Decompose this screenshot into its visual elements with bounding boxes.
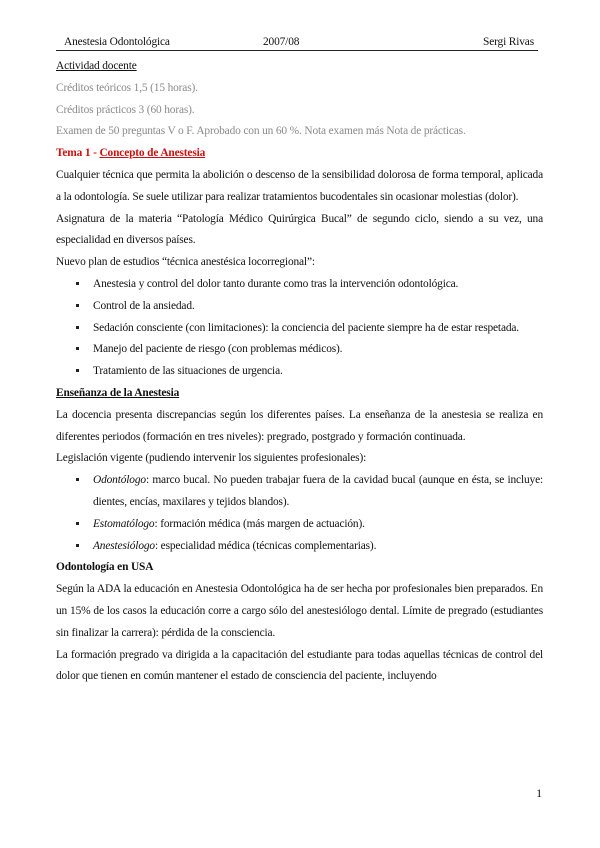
- term-estomatologo: Estomatólogo: [93, 517, 155, 530]
- list-item: Tratamiento de las situaciones de urgencia.: [56, 361, 543, 383]
- examen-info: Examen de 50 preguntas V o F. Aprobado con un 60 %. Nota examen más Nota de prácticas.: [56, 125, 466, 138]
- list-item: Sedación consciente (con limitaciones): la conciencia del paciente siempre ha de estar respetada.: [56, 318, 543, 340]
- desc-estomatologo: : formación médica (más margen de actuación).: [154, 517, 365, 530]
- actividad-heading: Actividad docente: [56, 60, 137, 72]
- usa-paragraph-2: La formación pregrado va dirigida a la capacitación del estudiante para todas aquellas técnicas de control del dolor que tienen en común mantener el estado de consciencia del paciente, incluyendo: [56, 648, 543, 683]
- creditos-practicos: Créditos prácticos 3 (60 horas).: [56, 103, 195, 116]
- creditos-teoricos: Créditos teóricos 1,5 (15 horas).: [56, 81, 198, 94]
- tema-prefix: Tema 1 -: [56, 147, 100, 160]
- page-header: [56, 36, 538, 51]
- ensenanza-heading: Enseñanza de la Anestesia: [56, 386, 180, 399]
- header-author: Sergi Rivas: [483, 36, 534, 48]
- list-item: Manejo del paciente de riesgo (con problemas médicos).: [56, 339, 543, 361]
- desc-odontologo: : marco bucal. No pueden trabajar fuera de la cavidad bucal (aunque en ésta, se incluye: dientes, encías, maxilares y tejidos blandos).: [93, 474, 543, 508]
- tema-heading: [56, 143, 543, 165]
- list-item: [56, 536, 543, 558]
- page-number: 1: [536, 786, 542, 800]
- list-item: [56, 514, 543, 536]
- plan-list: [56, 274, 543, 383]
- ensenanza-paragraph-2: Legislación vigente (pudiendo intervenir los siguientes profesionales):: [56, 452, 367, 465]
- intro-paragraph-1: Cualquier técnica que permita la abolición o descenso de la sensibilidad dolorosa de forma temporal, aplicada a la odontología. Se suele utilizar para realizar tratamientos bucodentales sin ocasionar molestias (dolor).: [56, 168, 543, 203]
- header-title: Anestesia Odontológica: [64, 36, 170, 48]
- usa-paragraph-1: Según la ADA la educación en Anestesia Odontológica ha de ser hecha por profesionales bien preparados. En un 15% de los casos la educación corre a cargo sólo del anestesiólogo dental. Límite de pregrado (estudiantes sin finalizar la carrera): pérdida de la consciencia.: [56, 583, 543, 639]
- header-year: 2007/08: [263, 36, 300, 48]
- term-anestesiologo: Anestesiólogo: [93, 539, 155, 552]
- term-odontologo: Odontólogo: [93, 474, 146, 487]
- ensenanza-paragraph-1: La docencia presenta discrepancias según los diferentes países. La enseñanza de la anestesia se realiza en diferentes periodos (formación en tres niveles): pregrado, postgrado y formación continuada.: [56, 408, 543, 443]
- legislacion-list: [56, 470, 543, 557]
- tema-title: Concepto de Anestesia: [99, 147, 206, 160]
- list-item: Control de la ansiedad.: [56, 296, 543, 318]
- list-item: [56, 470, 543, 514]
- list-item: Anestesia y control del dolor tanto durante como tras la intervención odontológica.: [56, 274, 543, 296]
- usa-heading: Odontología en USA: [56, 561, 154, 574]
- intro-paragraph-2: Asignatura de la materia “Patología Médico Quirúrgica Bucal” de segundo ciclo, siendo a su vez, una especialidad en diversos países.: [56, 212, 543, 247]
- page-content: [56, 56, 543, 688]
- desc-anestesiologo: : especialidad médica (técnicas complementarias).: [154, 539, 377, 552]
- intro-paragraph-3: Nuevo plan de estudios “técnica anestésica locorregional”:: [56, 256, 315, 269]
